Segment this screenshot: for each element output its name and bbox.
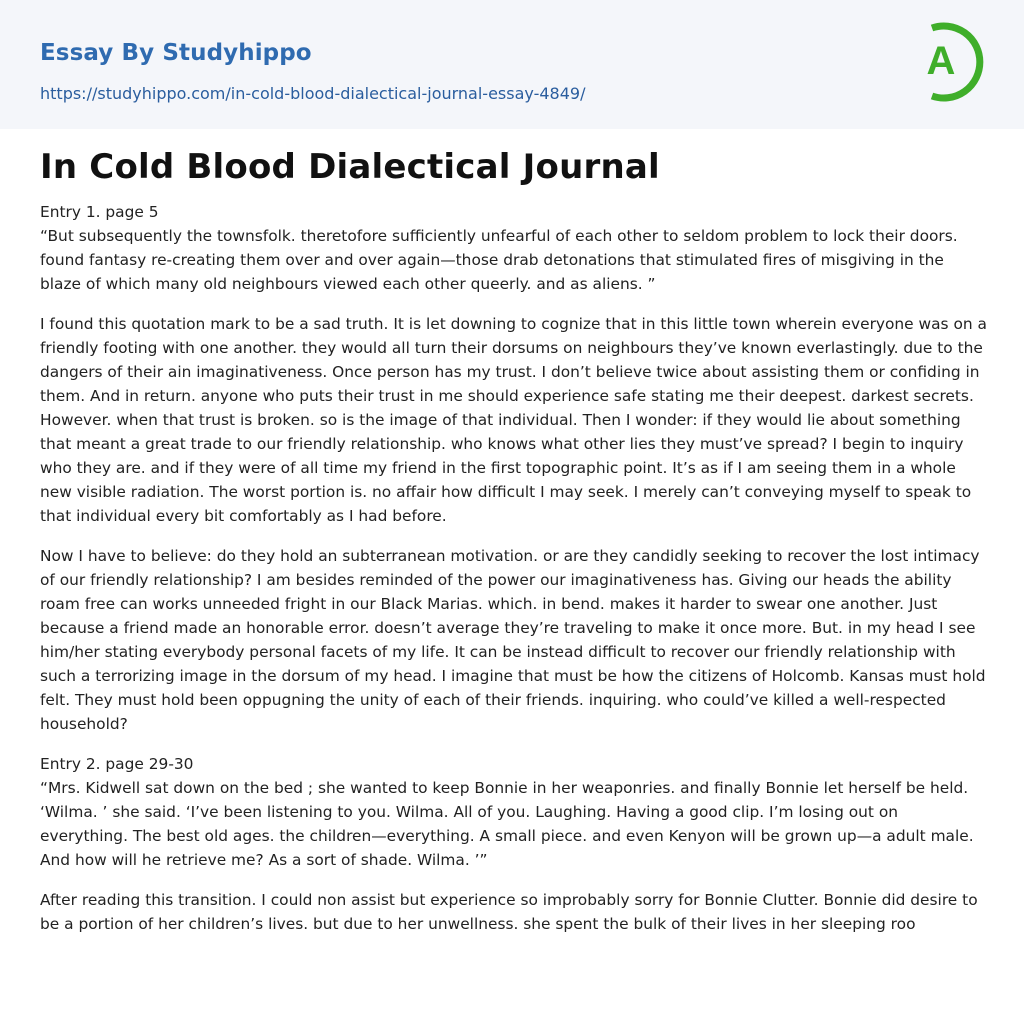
page-title: In Cold Blood Dialectical Journal: [40, 147, 660, 187]
site-brand[interactable]: Essay By Studyhippo: [40, 40, 312, 66]
logo-letter: A: [926, 39, 956, 83]
essay-paragraph: After reading this transition. I could non assist but experience so improbably sorry for Bonnie Clutter. Bonnie did desire to be a portion of her children’s lives. but due to her unwellness. she spent the bulk of their lives in her sleeping roo: [40, 891, 978, 933]
entry-2-heading: Entry 2. page 29-30: [40, 755, 194, 773]
entry-2-quote: “Mrs. Kidwell sat down on the bed ; she wanted to keep Bonnie in her weaponries. and finally Bonnie let herself be held. ‘Wilma. ’ she said. ‘I’ve been listening to you. Wilma. All of you. Laughing. Having a good clip. I’m losing out on everything. The best old ages. the children—everything. A small piece. and even Kenyon will be grown up—a adult male. And how will he retrieve me? As a sort of shade. Wilma. ’”: [40, 779, 974, 869]
essay-body: [40, 200, 988, 952]
studyhippo-logo-icon[interactable]: [912, 20, 986, 106]
entry-1-heading: Entry 1. page 5: [40, 203, 159, 221]
essay-paragraph: I found this quotation mark to be a sad truth. It is let downing to cognize that in this little town wherein everyone was on a friendly footing with one another. they would all turn their dorsums on neighbours they’ve known everlastingly. due to the dangers of their ain imaginativeness. Once person has my trust. I don’t believe twice about assisting them or confiding in them. And in return. anyone who puts their trust in me should experience safe stating me their deepest. darkest secrets. However. when that trust is broken. so is the image of that individual. Then I wonder: if they would lie about something that meant a great trade to our friendly relationship. who knows what other lies they must’ve spread? I begin to inquiry who they are. and if they were of all time my friend in the first topographic point. It’s as if I am seeing them in a whole new visible radiation. The worst portion is. no affair how difficult I may seek. I merely can’t conveying myself to speak to that individual every bit comfortably as I had before.: [40, 315, 987, 525]
entry-2-block: [40, 752, 988, 872]
essay-url-link[interactable]: https://studyhippo.com/in-cold-blood-dialectical-journal-essay-4849/: [40, 84, 586, 103]
entry-1-quote: “But subsequently the townsfolk. theretofore sufficiently unfearful of each other to seldom problem to lock their doors. found fantasy re-creating them over and over again—those drab detonations that stimulated fires of misgiving in the blaze of which many old neighbours viewed each other queerly. and as aliens. ”: [40, 227, 958, 293]
essay-paragraph: Now I have to believe: do they hold an subterranean motivation. or are they candidly seeking to recover the lost intimacy of our friendly relationship? I am besides reminded of the power our imaginativeness has. Giving our heads the ability roam free can works unneeded fright in our Black Marias. which. in bend. makes it harder to swear one another. Just because a friend made an honorable error. doesn’t average they’re traveling to make it once more. But. in my head I see him/her stating everybody personal facets of my life. It can be instead difficult to recover our friendly relationship with such a terrorizing image in the dorsum of my head. I imagine that must be how the citizens of Holcomb. Kansas must hold felt. They must hold been oppugning the unity of each of their friends. inquiring. who could’ve killed a well-respected household?: [40, 547, 986, 733]
entry-1-block: [40, 200, 988, 296]
